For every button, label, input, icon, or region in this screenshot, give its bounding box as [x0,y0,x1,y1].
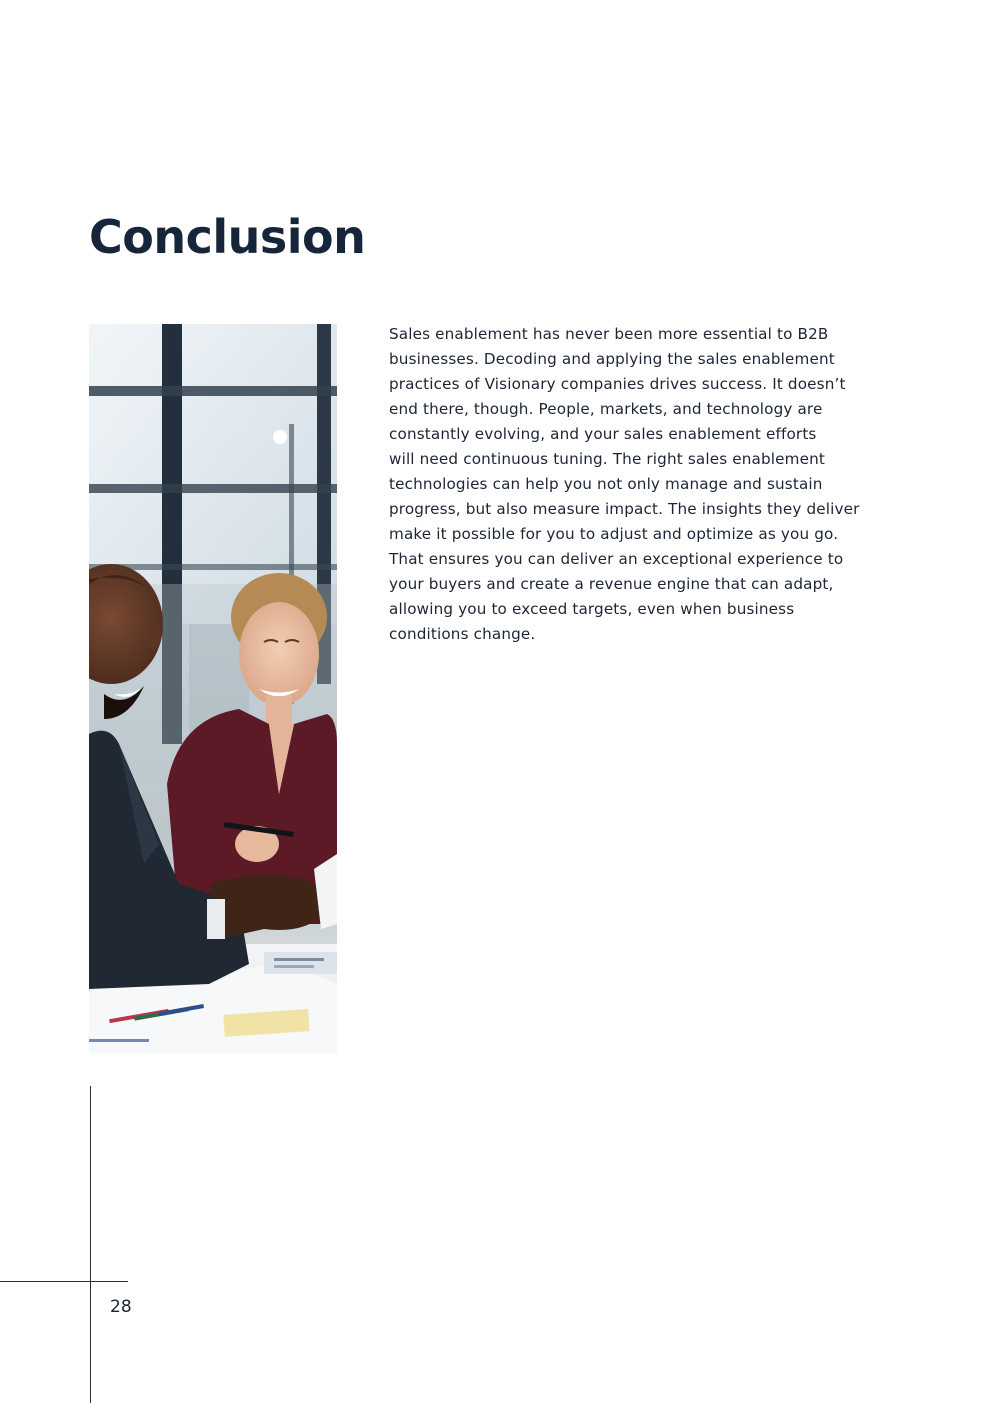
paragraph-line: allowing you to exceed targets, even when business [389,600,795,618]
paragraph-line: constantly evolving, and your sales enablement efforts [389,425,817,443]
paragraph-line: businesses. Decoding and applying the sales enablement [389,350,835,368]
paragraph-line: progress, but also measure impact. The insights they deliver [389,500,860,518]
conclusion-paragraph [389,322,869,647]
paragraph-line: make it possible for you to adjust and optimize as you go. [389,525,839,543]
paragraph-line: That ensures you can deliver an exceptional experience to [389,550,844,568]
paragraph-line: end there, though. People, markets, and technology are [389,400,823,418]
paragraph-line: conditions change. [389,625,536,643]
paragraph-line: practices of Visionary companies drives success. It doesn’t [389,375,846,393]
photo-illustration [89,324,337,1053]
footer-horizontal-rule [0,1281,128,1282]
business-meeting-photo [89,324,337,1053]
paragraph-line: Sales enablement has never been more essential to B2B [389,325,829,343]
paragraph-line: technologies can help you not only manage and sustain [389,475,823,493]
footer-vertical-rule [90,1086,91,1403]
page-number: 28 [110,1297,132,1317]
page-title: Conclusion [89,210,366,264]
paragraph-line: will need continuous tuning. The right sales enablement [389,450,825,468]
paragraph-line: your buyers and create a revenue engine that can adapt, [389,575,834,593]
